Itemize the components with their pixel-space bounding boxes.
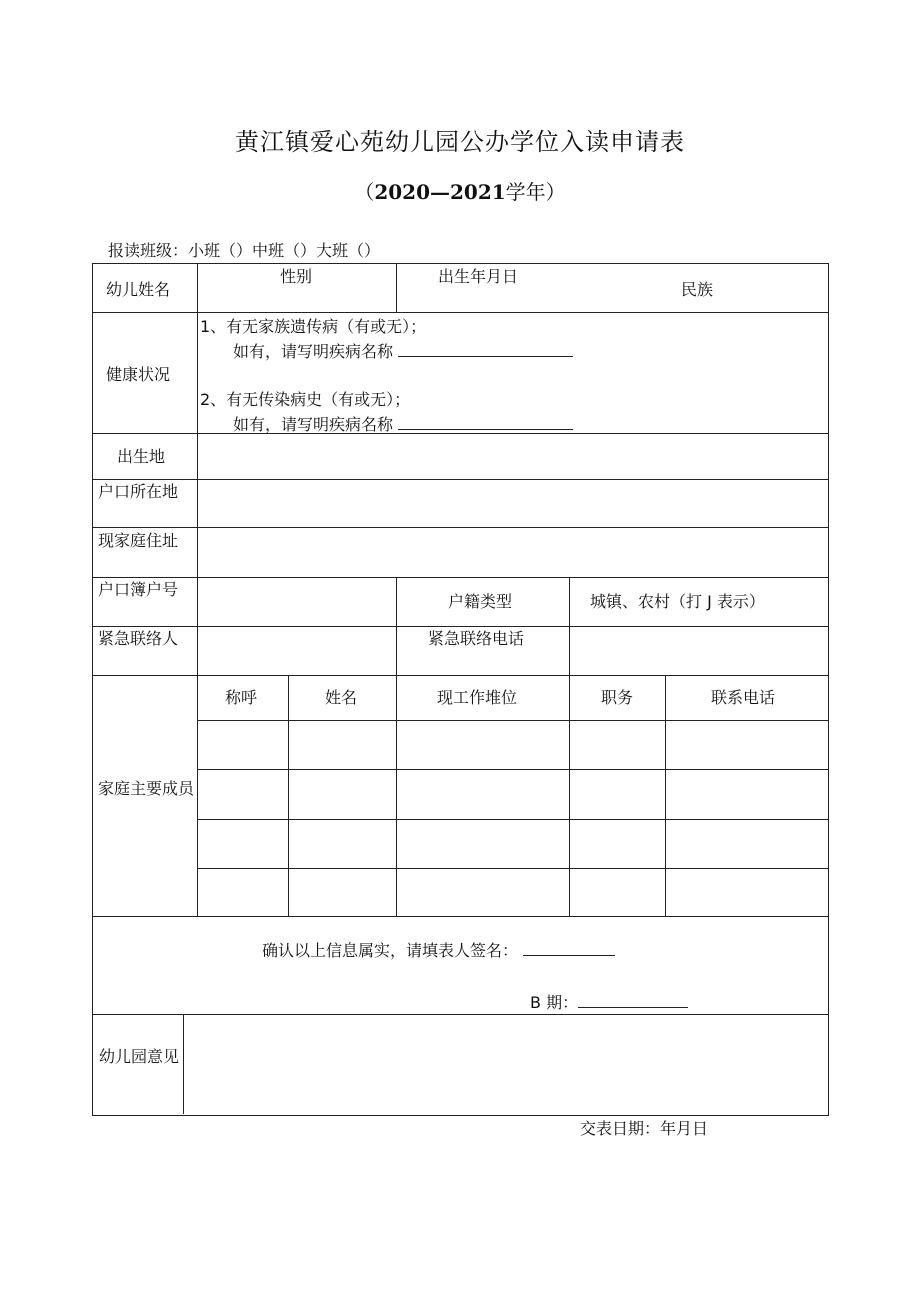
- academic-year: （2020—2021学年）: [354, 180, 566, 204]
- row-divider: [92, 675, 828, 676]
- hukou-location-label: 户口所在地: [98, 482, 179, 501]
- row-divider: [198, 819, 828, 820]
- birth-date-label: 出生年月日: [438, 267, 519, 286]
- signature-date: B 期：: [530, 993, 688, 1012]
- row-divider: [92, 527, 828, 528]
- col-divider: [288, 675, 289, 916]
- birthplace-label: 出生地: [117, 447, 166, 466]
- col-divider: [197, 263, 198, 916]
- row-divider: [92, 312, 828, 313]
- col-divider: [396, 263, 397, 313]
- hukou-type-label: 户籍类型: [448, 592, 513, 611]
- confirm-statement: 确认以上信息属实，请填表人签名：: [262, 941, 615, 960]
- disease-name-blank-1[interactable]: [398, 342, 573, 357]
- family-header-position: 职务: [601, 688, 634, 707]
- health-question-2: 2、有无传染病史（有或无）；: [200, 390, 411, 409]
- kindergarten-opinion-label: 幼儿园意见: [99, 1047, 180, 1066]
- family-header-relation: 称呼: [225, 688, 258, 707]
- disease-name-blank-2[interactable]: [398, 415, 573, 430]
- col-divider: [569, 675, 570, 916]
- col-divider: [183, 1014, 184, 1114]
- home-address-label: 现家庭住址: [98, 531, 179, 550]
- submit-date: 交表日期：年月日: [580, 1119, 709, 1138]
- gender-label: 性别: [280, 267, 313, 286]
- ethnicity-label: 民族: [681, 280, 714, 299]
- col-divider: [396, 577, 397, 676]
- hukou-book-label: 户口簿户号: [98, 580, 179, 599]
- health-followup-1: 如有，请写明疾病名称: [233, 342, 573, 361]
- health-status-label: 健康状况: [106, 365, 171, 384]
- document-title: 黄江镇爱心苑幼儿园公办学位入读申请表: [235, 128, 685, 156]
- child-name-label: 幼儿姓名: [106, 280, 171, 299]
- health-question-1: 1、有无家族遗传病（有或无）；: [200, 317, 427, 336]
- row-divider: [198, 769, 828, 770]
- date-blank[interactable]: [578, 993, 688, 1008]
- emergency-phone-label: 紧急联络电话: [428, 629, 525, 648]
- family-header-workplace: 现工作堆位: [437, 688, 518, 707]
- hukou-type-options: 城镇、农村（打 J 表示）: [590, 592, 765, 611]
- col-divider: [665, 675, 666, 916]
- health-followup-2: 如有，请写明疾病名称: [233, 415, 573, 434]
- emergency-contact-label: 紧急联络人: [98, 629, 179, 648]
- col-divider: [396, 675, 397, 916]
- family-members-label: 家庭主要成员: [98, 779, 195, 798]
- row-divider: [92, 479, 828, 480]
- col-divider: [569, 577, 570, 676]
- signature-blank[interactable]: [523, 941, 615, 956]
- row-divider: [92, 626, 828, 627]
- family-header-phone: 联系电话: [711, 688, 776, 707]
- row-divider: [92, 577, 828, 578]
- family-header-name: 姓名: [325, 688, 358, 707]
- class-selection: 报读班级：小班（）中班（）大班（）: [108, 241, 381, 260]
- row-divider: [92, 1014, 828, 1015]
- row-divider: [198, 720, 828, 721]
- row-divider: [92, 916, 828, 917]
- row-divider: [198, 868, 828, 869]
